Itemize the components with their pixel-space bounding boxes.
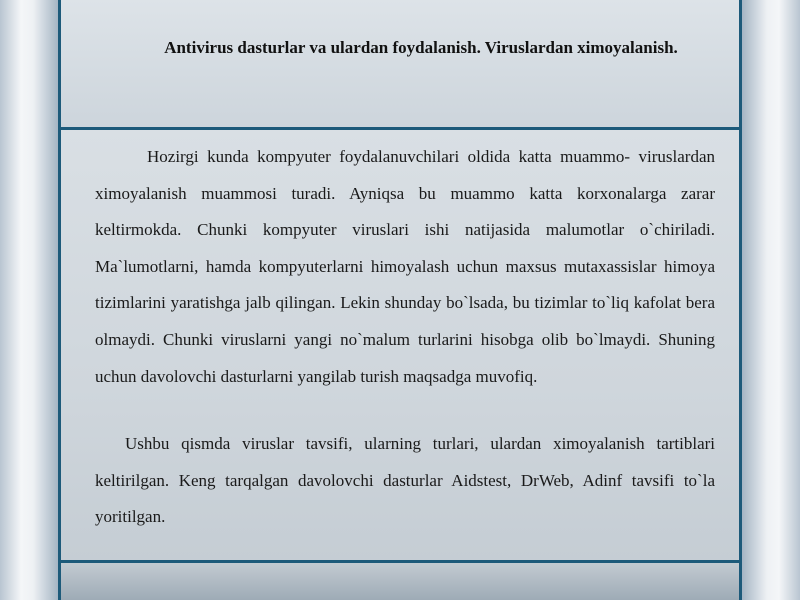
slide-body	[61, 130, 739, 560]
right-decorative-pillar	[740, 0, 800, 600]
bottom-band	[61, 560, 739, 600]
slide-title: Antivirus dasturlar va ulardan foydalanish. Viruslardan ximoyalanish.	[164, 38, 678, 57]
body-paragraph-2: Ushbu qismda viruslar tavsifi, ularning turlari, ulardan ximoyalanish tartiblari keltirilgan. Keng tarqalgan davolovchi dasturlar Aidstest, DrWeb, Adinf tavsifi to`la yoritilgan.	[95, 434, 715, 527]
left-decorative-pillar	[0, 0, 60, 600]
body-paragraph-1: Hozirgi kunda kompyuter foydalanuvchilari oldida katta muammo- viruslardan ximoyalanish muammosi turadi. Ayniqsa bu muammo katta korxonalarga zarar keltirmokda. Chunki kompyuter viruslari ishi natijasida malumotlar o`chiriladi. Ma`lumotlarni, hamda kompyuterlarni himoyalash uchun maxsus mutaxassislar himoya tizimlarini yaratishga jalb qilingan. Lekin shunday bo`lsada, bu tizimlar to`liq kafolat bera olmaydi. Chunki viruslarni yangi no`malum turlarini hisobga olib bo`lmaydi. Shuning uchun davolovchi dasturlarni yangilab turish maqsadga muvofiq.	[95, 147, 715, 386]
slide	[58, 0, 742, 600]
title-band	[61, 0, 739, 130]
